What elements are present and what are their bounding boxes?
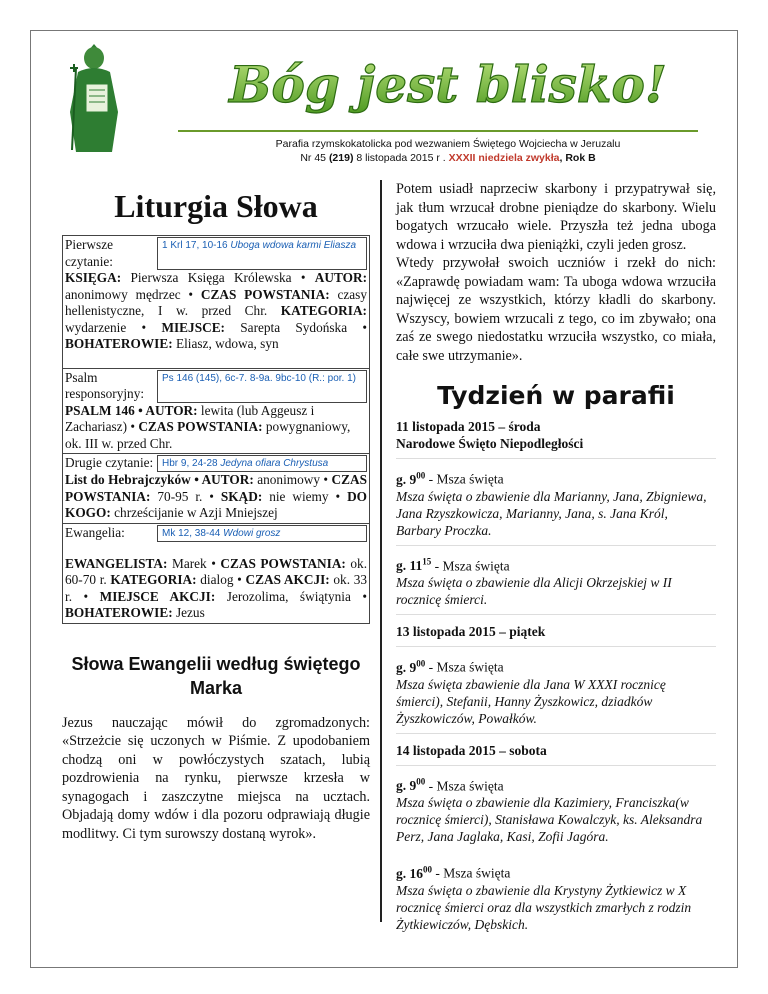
psalm-info: PSALM 146 • AUTOR: lewita (lub Aggeusz i Zachariasz) • CZAS POWSTANIA: powygnaniowy, ok. III w. przed Chr. (65, 402, 351, 451)
gospel-label: Ewangelia: (65, 524, 125, 540)
week-title: Tydzień w parafii (437, 381, 675, 410)
psalm-ref: Ps 146 (145), 6c-7. 8-9a. 9bc-10 (R.: por. 1) (157, 370, 367, 403)
day-heading: 13 listopada 2015 – piątek (396, 624, 546, 639)
header-divider (178, 130, 698, 132)
mass-entry: g. $9^{00}$ - Msza święta Msza święta o zbawienie dla Kazimiery, Franciszka(w rocznicę śmierci), Stanisława Kowalczyk, ks. Aleksandra Perz, Jana Jaglaka, Kasi, Zofii Jagóra. (396, 776, 703, 844)
mass-entry: g. $9^{00}$ - Msza święta Msza święta o zbawienie dla Marianny, Jana, Zbigniewa, Jana Rzyszkowicza, Marianny, Jana, s. Jana Król, Barbary Proczka. (396, 470, 707, 538)
liturgy-title: Liturgia Słowa (114, 188, 318, 224)
readings-table (62, 235, 370, 624)
header-subtitle (178, 137, 718, 165)
title-logo (178, 48, 718, 124)
column-divider (380, 180, 382, 922)
mass-entry: g. $9^{00}$ - Msza święta Msza święta zbawienie dla Jana W XXXI rocznicę śmierci), Stefanii, Hanny Żyszkowicz, dziadków Żyszkowiczów, Powałków. (396, 658, 666, 726)
psalm-label: Psalm responsoryjny: (65, 369, 145, 401)
right-column (396, 180, 716, 933)
reading1-block (63, 236, 369, 354)
gospel-continuation: Potem usiadł naprzeciw skarbony i przypatrywał się, jak tłum wrzucał drobne pieniądze do skarbony. Wielu bogatych wrzucało wiele. Przyszła też jedna uboga wdowa i wrzuciła dwa pieniążki, czyli jeden grosz. Wtedy przywołał swoich uczniów i rzekł do nich: «Zaprawdę powiadam wam: Ta uboga wdowa wrzuciła najwięcej ze wszystkich, którzy kładli do skarbony. Wszyscy, bowiem wrzucali z tego, co im zbywało; ona zaś ze swego niedostatku wrzuciła wszystko, co miała, całe swe utrzymanie». (396, 181, 716, 364)
reading2-label: Drugie czytanie: (65, 455, 154, 470)
left-column (62, 180, 370, 843)
gospel-info: EWANGELISTA: Marek • CZAS POWSTANIA: ok. 60-70 r. KATEGORIA: dialog • CZAS AKCJI: ok. 33 r. • MIEJSCE AKCJI: Jerozolima, świątynia • BOHATEROWIE: Jezus (65, 555, 368, 620)
mass-entry: g. $11^{15}$ - Msza święta Msza święta o zbawienie dla Alicji Okrzejskiej w II rocznicę śmierci. (396, 556, 672, 607)
reading1-info: KSIĘGA: Pierwsza Księga Królewska • AUTOR: anonimowy mędrzec • CZAS POWSTANIA: czasy hellenistyczne, I w. przed Chr. KATEGORIA: wydarzenie • MIEJSCE: Sarepta Sydońska • BOHATEROWIE: Eliasz, wdowa, syn (65, 270, 368, 351)
mass-entry: g. $16^{00}$ - Msza święta Msza święta o zbawienie dla Krystyny Żytkiewicz w X rocznicę śmierci oraz dla wszystkich zmarłych z rodzin Żytkiewiczów, Dębskich. (396, 864, 692, 932)
reading1-label: Pierwsze czytanie: (65, 237, 113, 269)
day-heading: 11 listopada 2015 – środa Narodowe Święto Niepodległości (396, 419, 584, 451)
gospel-heading: Słowa Ewangelii według świętego Marka (71, 653, 361, 698)
parish-name: Parafia rzymskokatolicka pod wezwaniem Świętego Wojciecha w Jeruzalu (275, 138, 621, 150)
saint-icon (48, 38, 140, 156)
reading1-ref: 1 Krl 17, 10-16 Uboga wdowa karmi Eliasza (157, 237, 367, 270)
reading2-info: List do Hebrajczyków • AUTOR: anonimowy • CZAS POWSTANIA: 70-95 r. • SKĄD: nie wiemy • DO KOGO: chrześcijanie w Azji Mniejszej (65, 472, 368, 520)
reading2-block (63, 453, 369, 523)
day-heading: 14 listopada 2015 – sobota (396, 742, 547, 758)
psalm-block (63, 368, 369, 454)
gospel-body: Jezus nauczając mówił do zgromadzonych: «Strzeżcie się uczonych w Piśmie. Z upodobaniem chodzą oni w powłóczystych szatach, lubią pozdrowienia na rynku, pierwsze krzesła w synagogach i zaszczytne miejsca na ucztach. Objadają domy wdów i dla pozoru odprawiają długie modlitwy. Ci tym surowszy dostaną wyrok». (62, 714, 370, 842)
sunday-name: XXXII niedziela zwykła (448, 152, 560, 164)
gospel-ref: Mk 12, 38-44 Wdowi grosz (157, 525, 367, 542)
issue-line: Nr 45 (219) 8 listopada 2015 r . XXXII niedziela zwykła, Rok B (300, 152, 596, 164)
reading2-ref: Hbr 9, 24-28 Jedyna ofiara Chrystusa (157, 455, 367, 472)
gospel-block (63, 523, 369, 623)
publication-title: Bóg jest blisko! (229, 55, 667, 114)
